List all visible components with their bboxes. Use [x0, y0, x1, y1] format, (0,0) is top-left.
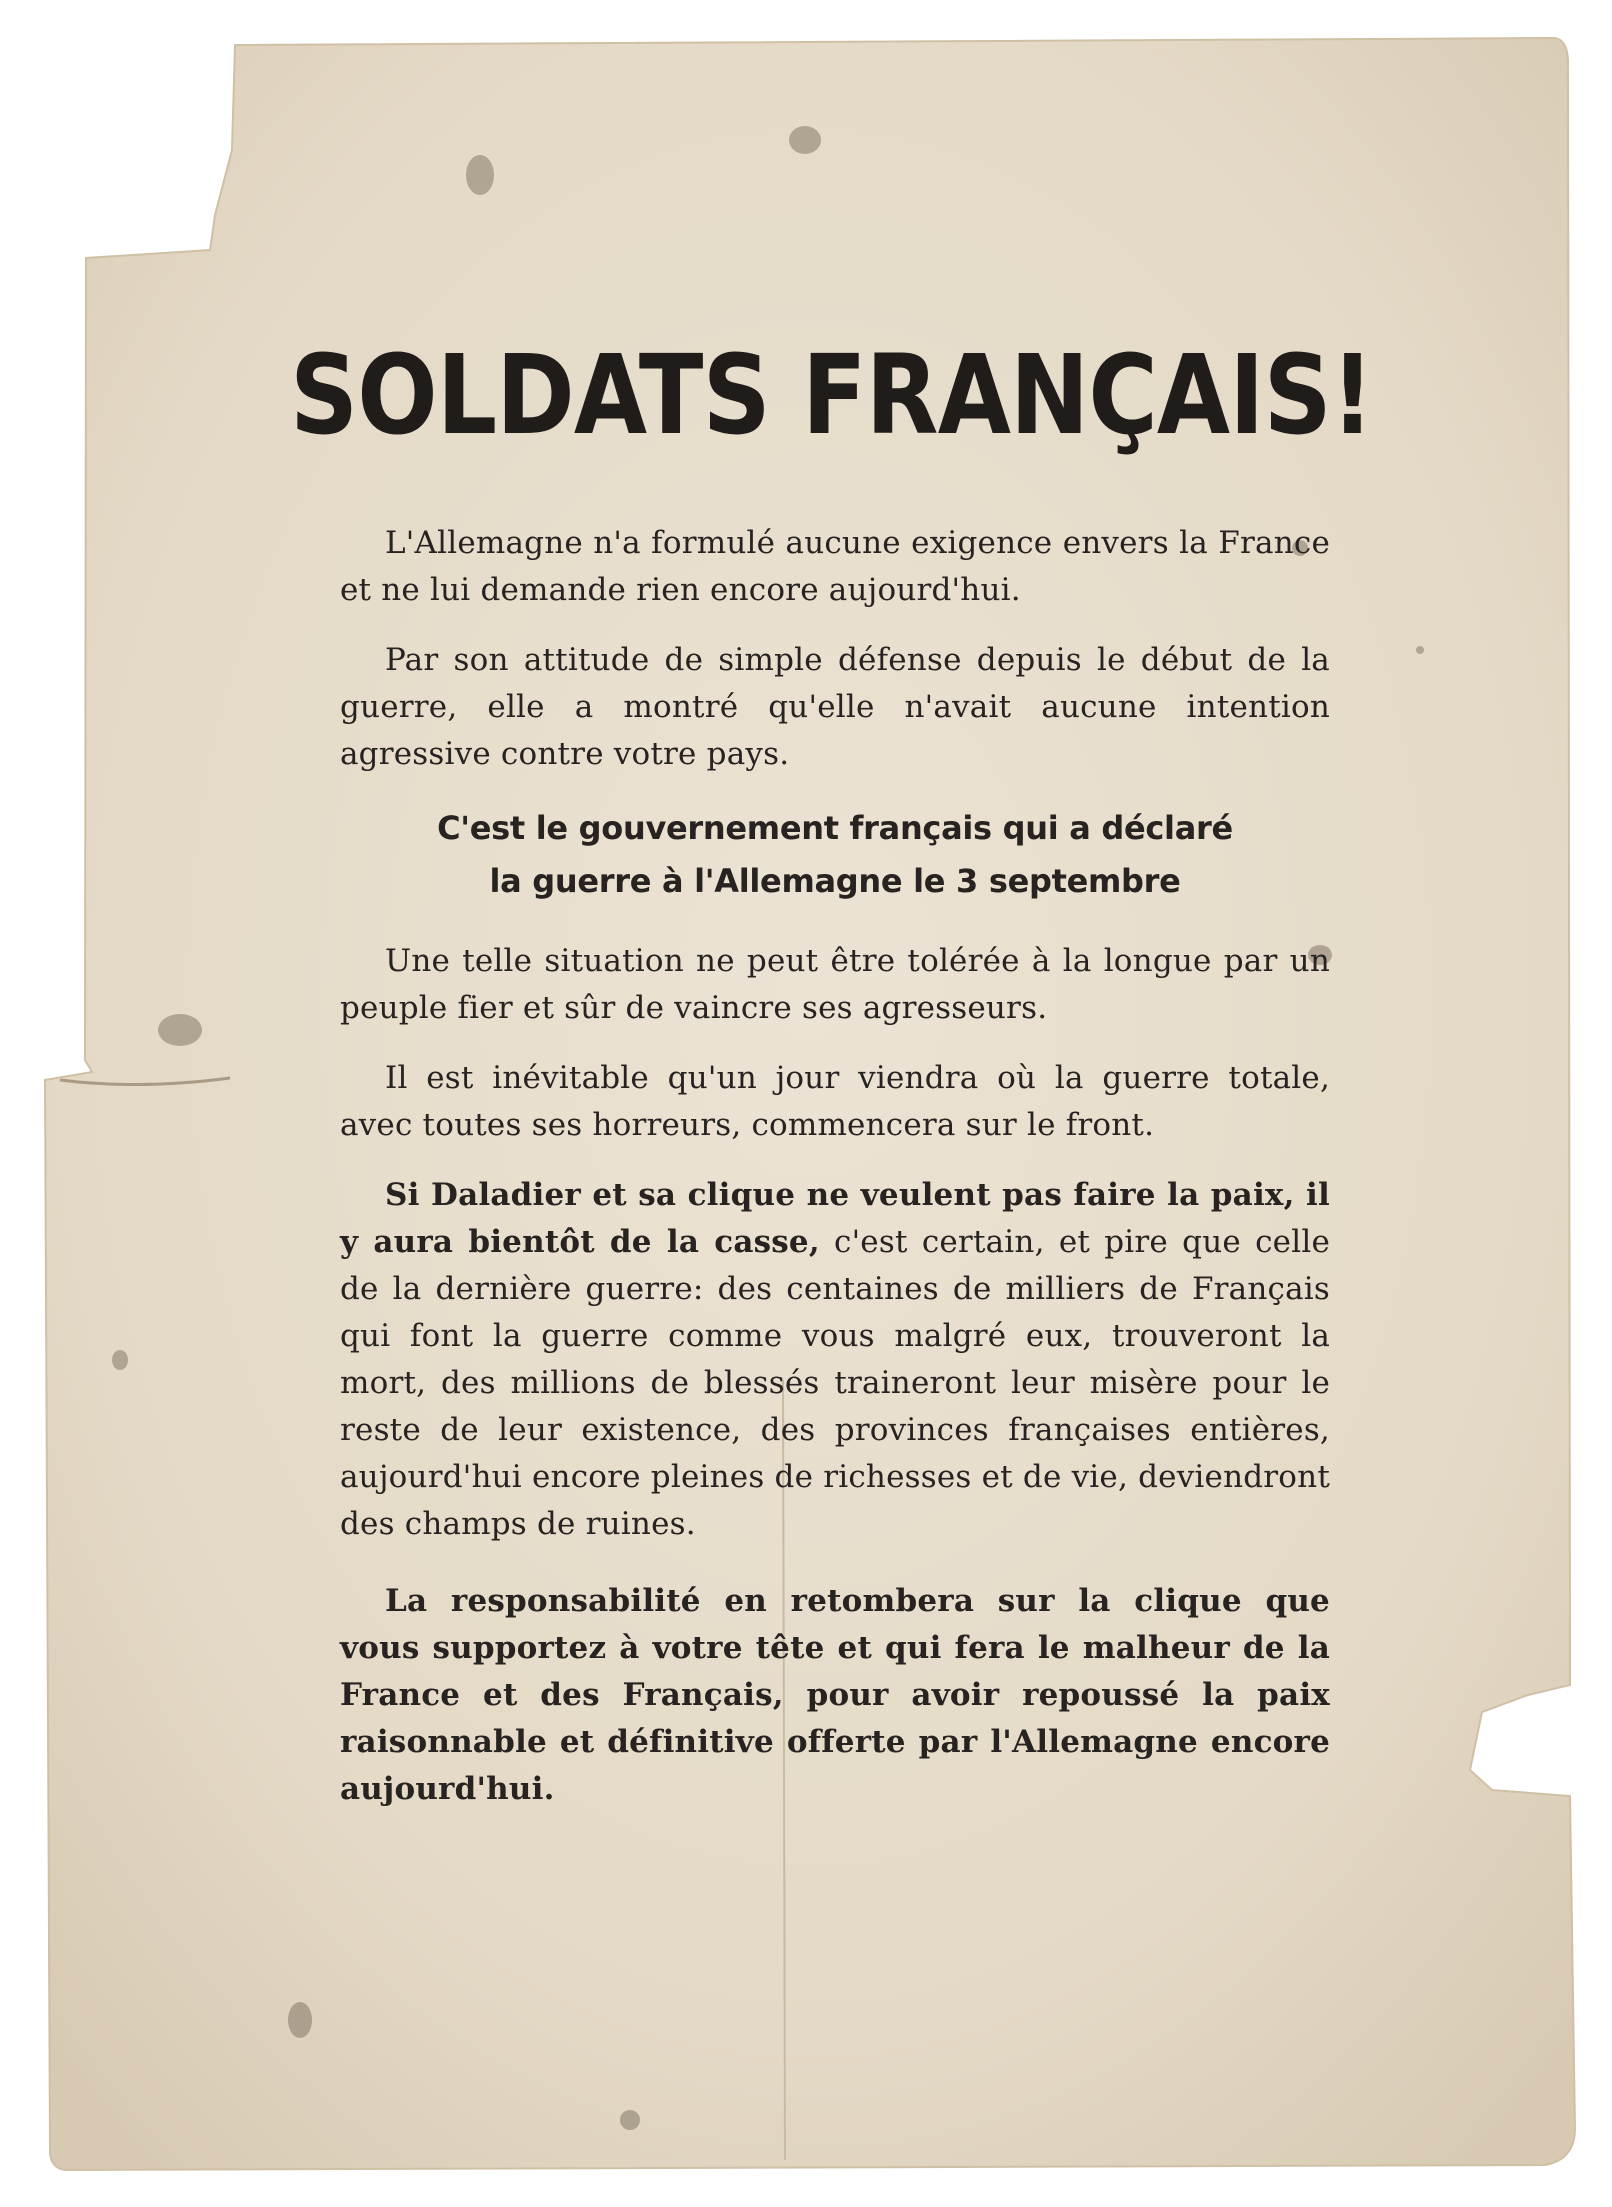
declaration-heading-line-2: la guerre à l'Allemagne le 3 septembre [489, 862, 1181, 900]
paragraph-4: Il est inévitable qu'un jour viendra où la guerre totale, avec toutes ses horreurs, commencera sur le front. [340, 1060, 1330, 1143]
paragraph-closing: La responsabilité en retombera sur la clique que vous supportez à votre tête et qui fera le malheur de la France et des Français, pour avoir repoussé la paix raisonnable et définitive offerte par l'Allemagne encore aujourd'hui. [340, 1583, 1330, 1807]
leaflet-body [290, 330, 1374, 1836]
declaration-heading [340, 802, 1330, 908]
paragraph-daladier-bold: Si Daladier et sa clique ne veulent pas faire la paix, il y aura bientôt de la casse, [340, 1177, 1330, 1260]
paragraph-daladier [340, 1172, 1330, 1548]
paragraph-1: L'Allemagne n'a formulé aucune exigence envers la France et ne lui demande rien encore aujourd'hui. [340, 525, 1330, 608]
paragraph-daladier-rest: c'est certain, et pire que celle de la dernière guerre: des centaines de milliers de Français qui font la guerre comme vous malgré eux, trouveront la mort, des millions de blessés traineront leur misère pour le reste de leur existence, des provinces françaises entières, aujourd'hui encore pleines de richesses et de vie, deviendront des champs de ruines. [340, 1224, 1330, 1542]
paragraph-3: Une telle situation ne peut être tolérée à la longue par un peuple fier et sûr de vaincre ses agresseurs. [340, 943, 1330, 1026]
declaration-heading-line-1: C'est le gouvernement français qui a déclaré [437, 809, 1233, 847]
paragraph-2: Par son attitude de simple défense depuis le début de la guerre, elle a montré qu'elle n'avait aucune intention agressive contre votre pays. [340, 642, 1330, 772]
leaflet-title: SOLDATS FRANÇAIS! [290, 331, 1374, 459]
